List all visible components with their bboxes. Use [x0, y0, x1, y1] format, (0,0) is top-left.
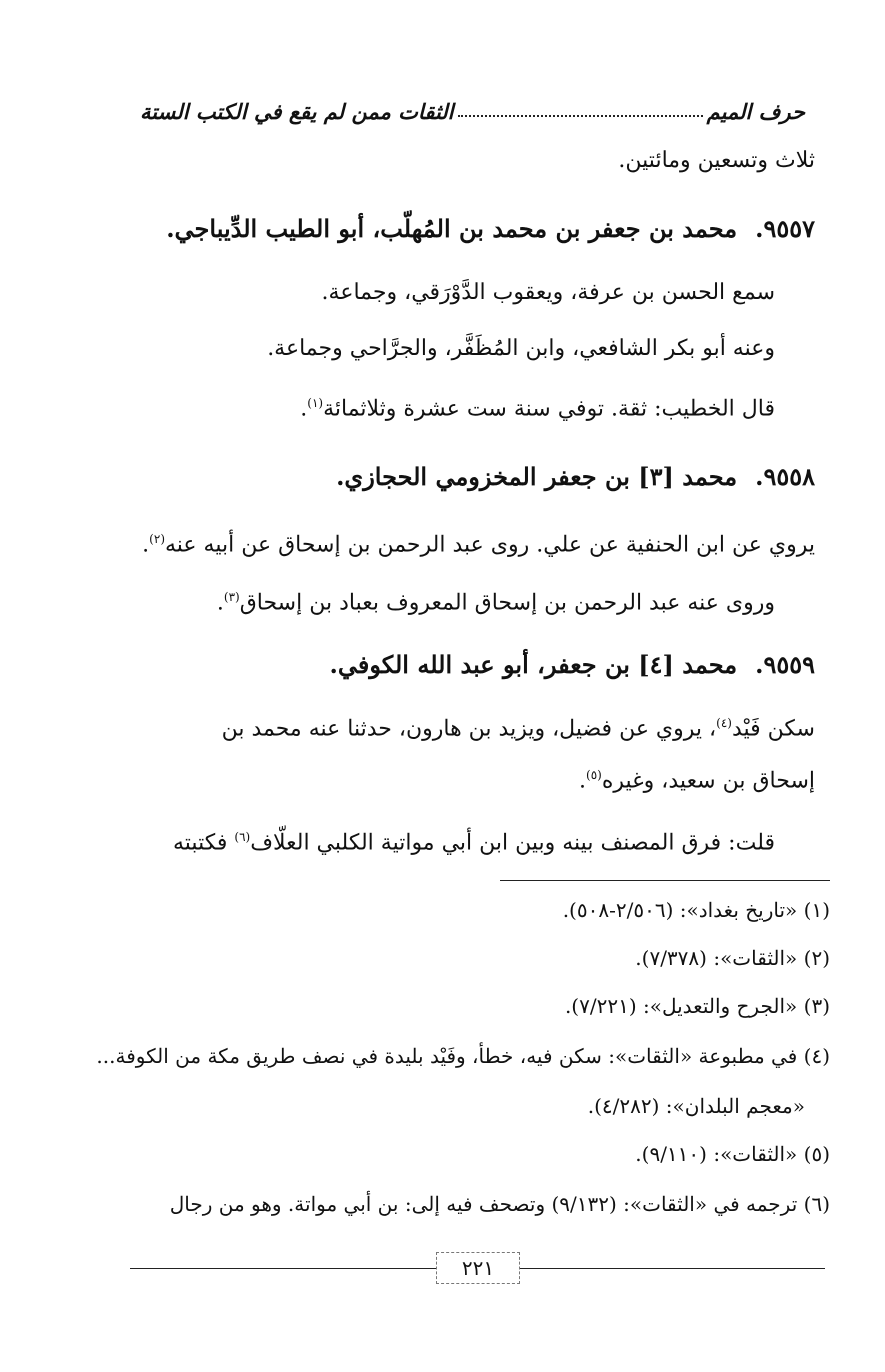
text-line — [222, 716, 815, 741]
text-line: إسحاق بن سعيد، وغيره$^{(٥)}$. — [579, 768, 815, 794]
running-header — [140, 88, 805, 124]
text-line: ثلاث وتسعين ومائتين. — [618, 148, 815, 173]
text-line: قال الخطيب: ثقة. توفي سنة ست عشرة وثلاثمائة$^{(١)}$. — [300, 396, 775, 422]
entry-number: ٩٥٥٧. — [755, 214, 815, 243]
footnote-separator — [500, 880, 830, 881]
entry-title: محمد [٣] بن جعفر المخزومي الحجازي. — [336, 462, 738, 491]
footnote: (٣) «الجرح والتعديل»: (٧/٢٢١). — [564, 994, 830, 1018]
text-span: قلت: فرق المصنف بينه وبين ابن أبي مواتية الكلبي العلّاف — [250, 830, 775, 856]
entry-title: محمد بن جعفر بن محمد بن المُهلّب، أبو الطيب الدِّيباجي. — [166, 214, 738, 243]
footnote-ref: (٤) — [716, 716, 732, 730]
text-line: وروى عنه عبد الرحمن بن إسحاق المعروف بعباد بن إسحاق$^{(٣)}$. — [216, 590, 775, 616]
entry-number: ٩٥٥٨. — [755, 462, 815, 491]
footnote: (٢) «الثقات»: (٧/٣٧٨). — [635, 946, 830, 970]
entry-title: محمد [٤] بن جعفر، أبو عبد الله الكوفي. — [329, 650, 738, 679]
text-span: يروي عن ابن الحنفية عن علي. روى عبد الرحمن بن إسحاق عن أبيه عنه — [165, 532, 815, 558]
text-span: سكن فَيْد — [731, 716, 815, 742]
footnote: (٦) ترجمه في «الثقات»: (٩/١٣٢) وتصحف فيه إلى: بن أبي مواتة. وهو من رجال — [169, 1192, 830, 1216]
book-title: الثقات ممن لم يقع في الكتب الستة — [140, 99, 454, 124]
text-line: وعنه أبو بكر الشافعي، وابن المُظَفَّر، والجرَّاحي وجماعة. — [267, 336, 775, 361]
header-dot-leader — [458, 114, 703, 117]
footnote-ref: (١) — [307, 396, 324, 410]
footnote-ref: (٥) — [586, 768, 602, 782]
footnote: (٤) في مطبوعة «الثقات»: سكن فيه، خطأ، وفَيْد بليدة في نصف طريق مكة من الكوفة... — [96, 1044, 830, 1068]
footnote: (١) «تاريخ بغداد»: (٢/٥٠٦-٥٠٨). — [562, 898, 830, 922]
text-span: ، يروي عن فضيل، ويزيد بن هارون، حدثنا عنه محمد بن — [221, 716, 717, 742]
page-number: ٢٢١ — [436, 1252, 520, 1284]
entry-heading — [330, 650, 816, 679]
text-line — [173, 830, 775, 855]
text-line: سمع الحسن بن عرفة، ويعقوب الدَّوْرَقي، وجماعة. — [321, 280, 775, 305]
text-line: يروي عن ابن الحنفية عن علي. روى عبد الرحمن بن إسحاق عن أبيه عنه$^{(٢)}$. — [142, 532, 815, 558]
footnote-ref: (٦) — [234, 830, 251, 844]
text-span: قال الخطيب: ثقة. توفي سنة ست عشرة وثلاثمائة — [323, 396, 775, 422]
entry-heading — [336, 462, 815, 491]
footnote: (٥) «الثقات»: (٩/١١٠). — [635, 1142, 830, 1166]
text-span: وروى عنه عبد الرحمن بن إسحاق المعروف بعباد بن إسحاق — [239, 590, 775, 616]
text-span: إسحاق بن سعيد، وغيره — [601, 768, 815, 794]
text-span: فكتبته — [173, 830, 235, 856]
footnote-ref: (٣) — [223, 590, 240, 604]
footnote-ref: (٢) — [149, 532, 165, 546]
footnote-continued: «معجم البلدان»: (٤/٢٨٢). — [587, 1094, 805, 1118]
chapter-title: حرف الميم — [706, 99, 805, 124]
entry-number: ٩٥٥٩. — [755, 650, 815, 679]
entry-heading — [166, 214, 815, 243]
